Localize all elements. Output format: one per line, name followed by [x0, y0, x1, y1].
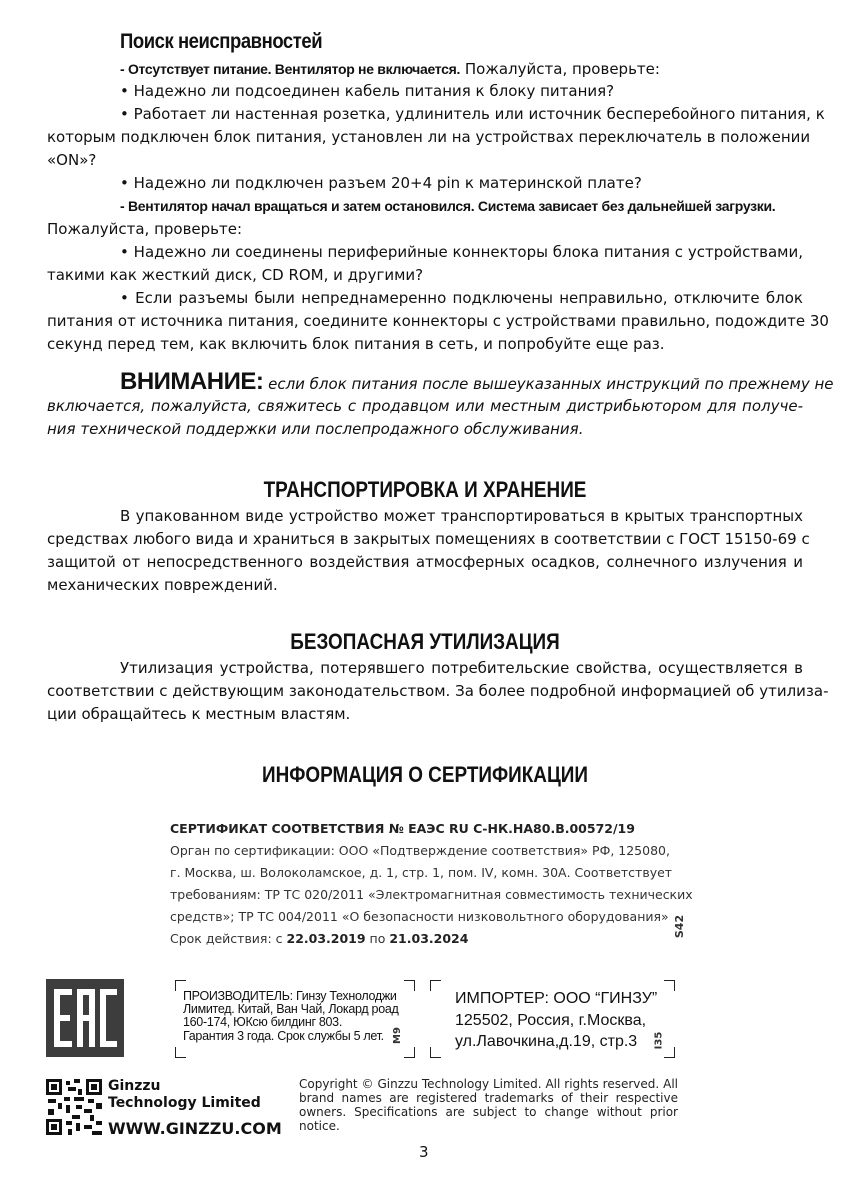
company-name-2: Technology Limited [108, 1095, 261, 1111]
disposal-line-3: ции обращайтесь к местным властям. [47, 705, 351, 723]
certificate-line-5: средств»; ТР ТС 004/2011 «О безопасности низковольтного оборудования» [170, 909, 669, 924]
copyright-line-1: Copyright © Ginzzu Technology Limited. All rights reserved. All [299, 1077, 678, 1091]
case1-heading: - Отсутствует питание. Вентилятор не включается. [120, 61, 461, 77]
disposal-line-2: соответствии с действующим законодательством. За более подробной информацией об утилиза- [47, 682, 829, 700]
transport-title: ТРАНСПОРТИРОВКА И ХРАНЕНИЕ [263, 477, 587, 502]
qr-code-icon [46, 1079, 102, 1135]
valid-from: 22.03.2019 [286, 931, 366, 946]
importer-line-1: ИМПОРТЕР: ООО “ГИНЗУ” [455, 990, 658, 1007]
case2-bullet-2a: • Если разъемы были непреднамеренно подключены неправильно, отключите блок [120, 289, 803, 307]
case1-check: Пожалуйста, проверьте: [460, 60, 660, 78]
transport-line-4: механических повреждений. [47, 576, 278, 594]
transport-line-1: В упакованном виде устройство может транспортироваться в крытых транспортных [120, 507, 803, 525]
validity-mid: по [365, 931, 390, 946]
importer-line-3: ул.Лавочкина,д.19, стр.3 [455, 1033, 638, 1050]
troubleshooting-title: Поиск неисправностей [120, 30, 323, 53]
importer-box [430, 980, 675, 1058]
case1-line [120, 58, 660, 81]
case1-bullet-2c: «ON»? [47, 151, 97, 169]
case1-bullet-3: • Надежно ли подключен разъем 20+4 pin к материнской плате? [120, 174, 642, 192]
certificate-line-3: г. Москва, ш. Волоколамское, д. 1, стр. 1, пом. IV, комн. 30А. Соответствует [170, 865, 673, 880]
certification-title: ИНФОРМАЦИЯ О СЕРТИФИКАЦИИ [262, 762, 588, 787]
company-name-1: Ginzzu [108, 1078, 161, 1094]
manufacturer-line-3: 160-174, ЮКсю билдинг 803. [183, 1015, 343, 1029]
case2-heading: - Вентилятор начал вращаться и затем остановился. Система зависает без дальнейшей загрузки. [120, 198, 776, 214]
disposal-line-1: Утилизация устройства, потерявшего потребительские свойства, осуществляется в [120, 659, 803, 677]
case2-heading-line [120, 195, 775, 218]
case2-bullet-2c: секунд перед тем, как включить блок питания в сеть, и попробуйте еще раз. [47, 335, 665, 353]
validity-prefix: Срок действия: с [170, 931, 287, 946]
warning-text-2: включается, пожалуйста, свяжитесь с продавцом или местным дистрибьютором для получе- [47, 397, 803, 415]
case2-bullet-1a: • Надежно ли соединены периферийные коннекторы блока питания с устройствами, [120, 243, 803, 261]
copyright-line-2: brand names are registered trademarks of their respective [299, 1091, 678, 1105]
eac-logo-mark [46, 979, 124, 1057]
certificate-number: СЕРТИФИКАТ СООТВЕТСТВИЯ № ЕАЭС RU С-НК.НА80.В.00572/19 [170, 821, 635, 836]
case2-bullet-2b: питания от источника питания, соедините коннекторы с устройствами правильно, подождите 30 [47, 312, 829, 330]
page-number: 3 [419, 1143, 429, 1161]
warning-text-3: ния технической поддержки или послепродажного обслуживания. [47, 420, 584, 438]
case2-bullet-1b: такими как жесткий диск, CD ROM, и другими? [47, 266, 424, 284]
copyright-line-3: owners. Specifications are subject to change without prior [299, 1105, 678, 1119]
case1-bullet-1: • Надежно ли подсоединен кабель питания к блоку питания? [120, 82, 615, 100]
manufacturer-code: M9 [391, 1027, 403, 1044]
importer-line-2: 125502, Россия, г.Москва, [455, 1012, 647, 1029]
copyright-line-4: notice. [299, 1119, 340, 1133]
disposal-title: БЕЗОПАСНАЯ УТИЛИЗАЦИЯ [290, 629, 560, 654]
manufacturer-line-1: ПРОИЗВОДИТЕЛЬ: Гинзу Технолоджи [183, 989, 397, 1003]
eac-logo [46, 979, 124, 1057]
valid-to: 21.03.2024 [389, 931, 469, 946]
transport-line-3: защитой от непосредственного воздействия атмосферных осадков, солнечного излучения и [47, 553, 803, 571]
case1-bullet-2b: которым подключен блок питания, установлен ли на устройствах переключатель в положении [47, 128, 811, 146]
warning-label: ВНИМАНИЕ: [120, 368, 264, 395]
website-link[interactable]: WWW.GINZZU.COM [108, 1119, 282, 1138]
qr-code [46, 1079, 102, 1135]
certificate-side-code: S42 [673, 914, 687, 939]
warning-line-1 [120, 368, 834, 398]
case1-bullet-2a: • Работает ли настенная розетка, удлинитель или источник бесперебойного питания, к [120, 105, 825, 123]
copyright-block [299, 1077, 678, 1133]
manufacturer-line-4: Гарантия 3 года. Срок службы 5 лет. [183, 1029, 384, 1043]
transport-line-2: средствах любого вида и храниться в закрытых помещениях в соответствии с ГОСТ 15150-69 с [47, 530, 810, 548]
importer-code: I35 [653, 1031, 665, 1050]
certificate-block [170, 818, 710, 950]
certificate-validity [170, 928, 710, 950]
manufacturer-line-2: Лимитед. Китай, Ван Чай, Локард роад [183, 1002, 399, 1016]
certificate-line-2: Орган по сертификации: ООО «Подтверждение соответствия» РФ, 125080, [170, 843, 670, 858]
manufacturer-box [175, 980, 415, 1058]
warning-text-1: если блок питания после вышеуказанных инструкций по прежнему не [263, 375, 834, 393]
case2-check: Пожалуйста, проверьте: [47, 220, 243, 238]
certificate-line-4: требованиям: ТР ТС 020/2011 «Электромагнитная совместимость технических [170, 887, 693, 902]
